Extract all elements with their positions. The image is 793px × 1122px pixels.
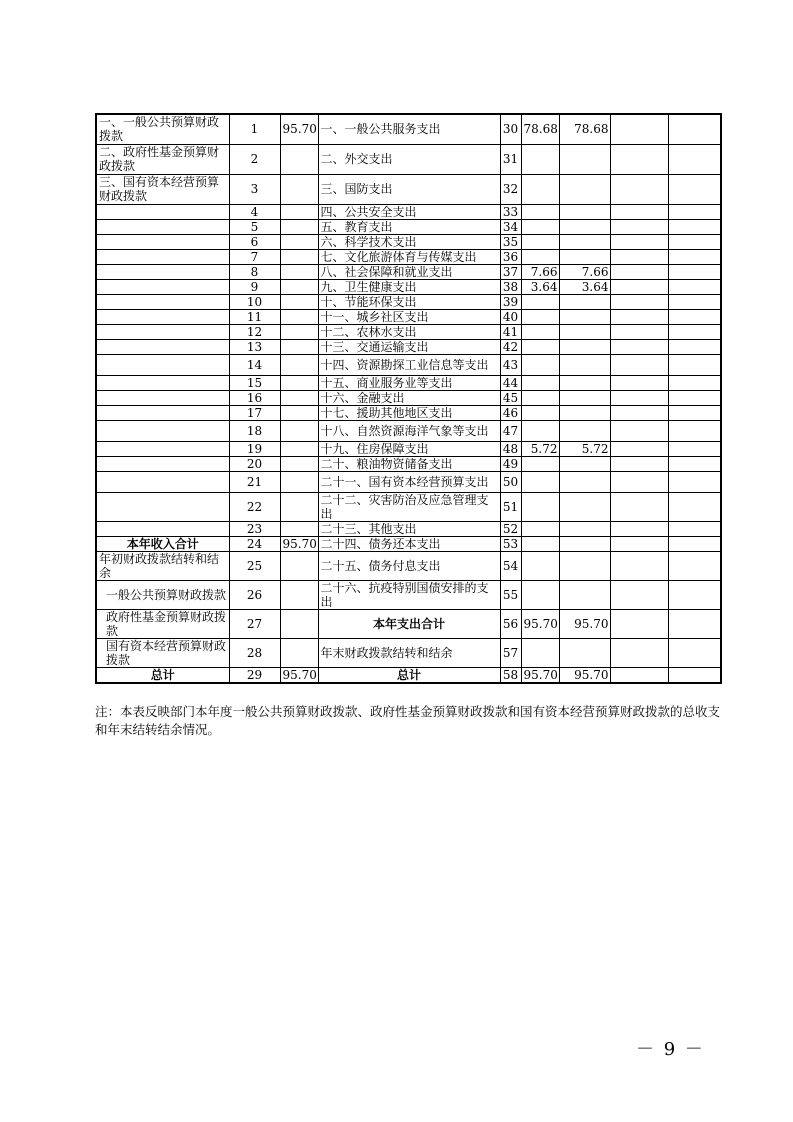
expense-general-cell <box>559 638 610 667</box>
income-amount-cell <box>280 249 318 264</box>
expense-general-cell <box>559 405 610 420</box>
income-amount-cell <box>280 324 318 339</box>
income-item-cell <box>96 294 229 309</box>
income-line-cell: 22 <box>229 492 280 521</box>
expense-fund-cell <box>610 536 668 551</box>
expense-item-cell: 二十六、抗疫特别国债安排的支出 <box>318 580 500 609</box>
expense-general-cell <box>559 521 610 536</box>
expense-line-cell: 39 <box>500 294 521 309</box>
income-amount-cell <box>280 492 318 521</box>
income-line-cell: 1 <box>229 114 280 144</box>
expense-total-cell <box>521 324 559 339</box>
table-row <box>96 536 721 551</box>
expense-fund-cell <box>610 580 668 609</box>
income-amount-cell <box>280 420 318 441</box>
expense-fund-cell <box>610 324 668 339</box>
expense-item-cell: 二十一、国有资本经营预算支出 <box>318 471 500 492</box>
expense-state-capital-cell <box>668 405 721 420</box>
table-row <box>96 492 721 521</box>
table-row <box>96 114 721 144</box>
expense-line-cell: 33 <box>500 204 521 219</box>
budget-table <box>95 113 722 684</box>
income-amount-cell <box>280 144 318 174</box>
expense-general-cell <box>559 420 610 441</box>
income-line-cell: 6 <box>229 234 280 249</box>
expense-line-cell: 50 <box>500 471 521 492</box>
income-line-cell: 15 <box>229 375 280 390</box>
expense-general-cell <box>559 492 610 521</box>
expense-total-cell <box>521 339 559 354</box>
expense-fund-cell <box>610 339 668 354</box>
expense-fund-cell <box>610 204 668 219</box>
income-amount-cell <box>280 441 318 456</box>
income-item-cell <box>96 354 229 375</box>
expense-item-cell: 十九、住房保障支出 <box>318 441 500 456</box>
expense-fund-cell <box>610 492 668 521</box>
expense-fund-cell <box>610 609 668 638</box>
expense-state-capital-cell <box>668 536 721 551</box>
income-line-cell: 2 <box>229 144 280 174</box>
expense-general-cell <box>559 249 610 264</box>
expense-total-cell <box>521 471 559 492</box>
table-row <box>96 456 721 471</box>
table-row <box>96 441 721 456</box>
expense-general-cell: 7.66 <box>559 264 610 279</box>
expense-total-cell <box>521 456 559 471</box>
expense-total-cell <box>521 234 559 249</box>
income-item-cell <box>96 219 229 234</box>
expense-state-capital-cell <box>668 174 721 204</box>
income-line-cell: 28 <box>229 638 280 667</box>
expense-state-capital-cell <box>668 420 721 441</box>
expense-line-cell: 42 <box>500 339 521 354</box>
page-number: － 9 － <box>636 1039 705 1060</box>
income-item-cell <box>96 279 229 294</box>
expense-state-capital-cell <box>668 580 721 609</box>
income-amount-cell <box>280 390 318 405</box>
expense-general-cell: 5.72 <box>559 441 610 456</box>
expense-line-cell: 46 <box>500 405 521 420</box>
expense-general-cell: 78.68 <box>559 114 610 144</box>
income-item-cell: 政府性基金预算财政拨款 <box>96 609 229 638</box>
expense-line-cell: 51 <box>500 492 521 521</box>
income-amount-cell <box>280 456 318 471</box>
expense-fund-cell <box>610 390 668 405</box>
table-row <box>96 667 721 683</box>
table-row <box>96 609 721 638</box>
expense-state-capital-cell <box>668 492 721 521</box>
expense-fund-cell <box>610 114 668 144</box>
table-row <box>96 294 721 309</box>
income-amount-cell <box>280 609 318 638</box>
expense-state-capital-cell <box>668 375 721 390</box>
expense-total-cell <box>521 580 559 609</box>
income-item-cell <box>96 249 229 264</box>
income-amount-cell <box>280 204 318 219</box>
expense-line-cell: 30 <box>500 114 521 144</box>
expense-item-cell: 十四、资源勘探工业信息等支出 <box>318 354 500 375</box>
income-line-cell: 14 <box>229 354 280 375</box>
expense-line-cell: 48 <box>500 441 521 456</box>
expense-fund-cell <box>610 264 668 279</box>
income-item-cell <box>96 441 229 456</box>
expense-state-capital-cell <box>668 441 721 456</box>
expense-fund-cell <box>610 638 668 667</box>
expense-total-cell <box>521 294 559 309</box>
expense-general-cell <box>559 234 610 249</box>
expense-fund-cell <box>610 375 668 390</box>
expense-item-cell: 二十、粮油物资储备支出 <box>318 456 500 471</box>
income-amount-cell: 95.70 <box>280 536 318 551</box>
expense-total-cell <box>521 204 559 219</box>
income-item-cell <box>96 324 229 339</box>
expense-state-capital-cell <box>668 324 721 339</box>
income-amount-cell <box>280 354 318 375</box>
income-line-cell: 19 <box>229 441 280 456</box>
table-row <box>96 638 721 667</box>
table-row <box>96 580 721 609</box>
expense-fund-cell <box>610 249 668 264</box>
expense-total-cell <box>521 405 559 420</box>
expense-general-cell <box>559 144 610 174</box>
income-line-cell: 10 <box>229 294 280 309</box>
expense-item-cell: 六、科学技术支出 <box>318 234 500 249</box>
expense-general-cell <box>559 204 610 219</box>
income-line-cell: 20 <box>229 456 280 471</box>
income-amount-cell <box>280 309 318 324</box>
income-item-cell: 总计 <box>96 667 229 683</box>
expense-fund-cell <box>610 521 668 536</box>
expense-state-capital-cell <box>668 638 721 667</box>
income-line-cell: 17 <box>229 405 280 420</box>
expense-item-cell: 九、卫生健康支出 <box>318 279 500 294</box>
income-item-cell <box>96 375 229 390</box>
expense-fund-cell <box>610 234 668 249</box>
income-line-cell: 4 <box>229 204 280 219</box>
expense-item-cell: 总计 <box>318 667 500 683</box>
expense-total-cell <box>521 174 559 204</box>
income-item-cell <box>96 390 229 405</box>
table-row <box>96 279 721 294</box>
expense-total-cell: 78.68 <box>521 114 559 144</box>
expense-total-cell <box>521 536 559 551</box>
expense-total-cell <box>521 249 559 264</box>
expense-line-cell: 54 <box>500 551 521 580</box>
expense-fund-cell <box>610 420 668 441</box>
expense-state-capital-cell <box>668 309 721 324</box>
expense-fund-cell <box>610 405 668 420</box>
expense-general-cell <box>559 536 610 551</box>
expense-item-cell: 二十四、债务还本支出 <box>318 536 500 551</box>
expense-state-capital-cell <box>668 471 721 492</box>
table-row <box>96 390 721 405</box>
expense-item-cell: 八、社会保障和就业支出 <box>318 264 500 279</box>
expense-item-cell: 五、教育支出 <box>318 219 500 234</box>
expense-general-cell <box>559 324 610 339</box>
table-row <box>96 521 721 536</box>
table-row <box>96 144 721 174</box>
income-item-cell <box>96 492 229 521</box>
expense-total-cell <box>521 309 559 324</box>
expense-general-cell <box>559 471 610 492</box>
expense-fund-cell <box>610 456 668 471</box>
expense-item-cell: 十八、自然资源海洋气象等支出 <box>318 420 500 441</box>
income-line-cell: 24 <box>229 536 280 551</box>
expense-line-cell: 56 <box>500 609 521 638</box>
expense-item-cell: 二、外交支出 <box>318 144 500 174</box>
expense-total-cell <box>521 390 559 405</box>
income-amount-cell <box>280 339 318 354</box>
income-item-cell <box>96 204 229 219</box>
income-item-cell: 三、国有资本经营预算财政拨款 <box>96 174 229 204</box>
income-amount-cell <box>280 580 318 609</box>
expense-item-cell: 一、一般公共服务支出 <box>318 114 500 144</box>
expense-line-cell: 37 <box>500 264 521 279</box>
table-row <box>96 264 721 279</box>
expense-total-cell <box>521 420 559 441</box>
expense-fund-cell <box>610 551 668 580</box>
income-item-cell: 本年收入合计 <box>96 536 229 551</box>
table-row <box>96 324 721 339</box>
expense-item-cell: 四、公共安全支出 <box>318 204 500 219</box>
table-row <box>96 309 721 324</box>
expense-general-cell <box>559 294 610 309</box>
expense-total-cell: 5.72 <box>521 441 559 456</box>
expense-line-cell: 47 <box>500 420 521 441</box>
expense-item-cell: 十三、交通运输支出 <box>318 339 500 354</box>
expense-state-capital-cell <box>668 279 721 294</box>
expense-line-cell: 45 <box>500 390 521 405</box>
expense-item-cell: 十二、农林水支出 <box>318 324 500 339</box>
expense-state-capital-cell <box>668 219 721 234</box>
expense-total-cell <box>521 551 559 580</box>
expense-total-cell: 7.66 <box>521 264 559 279</box>
expense-total-cell <box>521 354 559 375</box>
expense-state-capital-cell <box>668 234 721 249</box>
expense-fund-cell <box>610 144 668 174</box>
expense-item-cell: 七、文化旅游体育与传媒支出 <box>318 249 500 264</box>
table-row <box>96 204 721 219</box>
income-amount-cell <box>280 234 318 249</box>
expense-state-capital-cell <box>668 667 721 683</box>
expense-total-cell <box>521 638 559 667</box>
expense-total-cell <box>521 492 559 521</box>
income-line-cell: 16 <box>229 390 280 405</box>
expense-fund-cell <box>610 441 668 456</box>
expense-fund-cell <box>610 354 668 375</box>
expense-line-cell: 58 <box>500 667 521 683</box>
expense-item-cell: 十六、金融支出 <box>318 390 500 405</box>
expense-state-capital-cell <box>668 249 721 264</box>
income-line-cell: 5 <box>229 219 280 234</box>
income-line-cell: 9 <box>229 279 280 294</box>
expense-fund-cell <box>610 309 668 324</box>
income-item-cell <box>96 264 229 279</box>
table-row <box>96 234 721 249</box>
expense-state-capital-cell <box>668 390 721 405</box>
expense-line-cell: 43 <box>500 354 521 375</box>
income-line-cell: 7 <box>229 249 280 264</box>
income-amount-cell <box>280 471 318 492</box>
expense-item-cell: 十、节能环保支出 <box>318 294 500 309</box>
income-line-cell: 8 <box>229 264 280 279</box>
expense-total-cell: 95.70 <box>521 609 559 638</box>
income-line-cell: 18 <box>229 420 280 441</box>
expense-general-cell <box>559 456 610 471</box>
expense-line-cell: 34 <box>500 219 521 234</box>
income-line-cell: 3 <box>229 174 280 204</box>
expense-general-cell <box>559 354 610 375</box>
income-line-cell: 25 <box>229 551 280 580</box>
income-item-cell <box>96 309 229 324</box>
expense-line-cell: 40 <box>500 309 521 324</box>
income-amount-cell: 95.70 <box>280 114 318 144</box>
table-note: 注：本表反映部门本年度一般公共预算财政拨款、政府性基金预算财政拨款和国有资本经营预算财政拨款的总收支和年末结转结余情况。 <box>95 704 721 737</box>
income-item-cell <box>96 420 229 441</box>
expense-item-cell: 十七、援助其他地区支出 <box>318 405 500 420</box>
table-row <box>96 375 721 390</box>
income-item-cell <box>96 521 229 536</box>
expense-state-capital-cell <box>668 551 721 580</box>
income-line-cell: 21 <box>229 471 280 492</box>
expense-line-cell: 44 <box>500 375 521 390</box>
expense-line-cell: 55 <box>500 580 521 609</box>
income-amount-cell <box>280 638 318 667</box>
expense-item-cell: 十五、商业服务业等支出 <box>318 375 500 390</box>
expense-line-cell: 53 <box>500 536 521 551</box>
expense-total-cell: 3.64 <box>521 279 559 294</box>
income-amount-cell: 95.70 <box>280 667 318 683</box>
income-item-cell: 二、政府性基金预算财政拨款 <box>96 144 229 174</box>
expense-state-capital-cell <box>668 456 721 471</box>
expense-state-capital-cell <box>668 144 721 174</box>
expense-item-cell: 二十五、债务付息支出 <box>318 551 500 580</box>
income-line-cell: 12 <box>229 324 280 339</box>
income-item-cell <box>96 456 229 471</box>
expense-line-cell: 36 <box>500 249 521 264</box>
income-line-cell: 13 <box>229 339 280 354</box>
expense-state-capital-cell <box>668 294 721 309</box>
income-line-cell: 23 <box>229 521 280 536</box>
expense-total-cell: 95.70 <box>521 667 559 683</box>
table-row <box>96 420 721 441</box>
expense-total-cell <box>521 144 559 174</box>
expense-line-cell: 31 <box>500 144 521 174</box>
expense-total-cell <box>521 375 559 390</box>
income-item-cell: 一、一般公共预算财政拨款 <box>96 114 229 144</box>
expense-fund-cell <box>610 471 668 492</box>
expense-item-cell: 十一、城乡社区支出 <box>318 309 500 324</box>
expense-item-cell: 本年支出合计 <box>318 609 500 638</box>
expense-item-cell: 二十三、其他支出 <box>318 521 500 536</box>
income-amount-cell <box>280 375 318 390</box>
income-item-cell <box>96 234 229 249</box>
expense-general-cell <box>559 551 610 580</box>
income-item-cell: 年初财政拨款结转和结余 <box>96 551 229 580</box>
expense-state-capital-cell <box>668 354 721 375</box>
expense-general-cell: 3.64 <box>559 279 610 294</box>
expense-fund-cell <box>610 279 668 294</box>
expense-state-capital-cell <box>668 204 721 219</box>
income-amount-cell <box>280 174 318 204</box>
expense-line-cell: 49 <box>500 456 521 471</box>
expense-line-cell: 32 <box>500 174 521 204</box>
table-row <box>96 551 721 580</box>
expense-fund-cell <box>610 294 668 309</box>
expense-line-cell: 57 <box>500 638 521 667</box>
expense-general-cell <box>559 309 610 324</box>
income-amount-cell <box>280 405 318 420</box>
expense-total-cell <box>521 521 559 536</box>
income-line-cell: 29 <box>229 667 280 683</box>
expense-state-capital-cell <box>668 339 721 354</box>
income-amount-cell <box>280 294 318 309</box>
income-amount-cell <box>280 219 318 234</box>
expense-general-cell <box>559 390 610 405</box>
income-amount-cell <box>280 279 318 294</box>
income-line-cell: 27 <box>229 609 280 638</box>
expense-general-cell <box>559 219 610 234</box>
expense-general-cell <box>559 580 610 609</box>
expense-item-cell: 三、国防支出 <box>318 174 500 204</box>
expense-general-cell: 95.70 <box>559 667 610 683</box>
expense-fund-cell <box>610 667 668 683</box>
income-item-cell <box>96 471 229 492</box>
table-row <box>96 174 721 204</box>
income-item-cell: 一般公共预算财政拨款 <box>96 580 229 609</box>
income-item-cell: 国有资本经营预算财政拨款 <box>96 638 229 667</box>
table-row <box>96 219 721 234</box>
expense-general-cell <box>559 375 610 390</box>
table-row <box>96 339 721 354</box>
expense-line-cell: 52 <box>500 521 521 536</box>
expense-fund-cell <box>610 174 668 204</box>
income-line-cell: 11 <box>229 309 280 324</box>
income-item-cell <box>96 405 229 420</box>
expense-state-capital-cell <box>668 264 721 279</box>
income-item-cell <box>96 339 229 354</box>
expense-line-cell: 38 <box>500 279 521 294</box>
expense-general-cell <box>559 174 610 204</box>
expense-item-cell: 年末财政拨款结转和结余 <box>318 638 500 667</box>
expense-general-cell: 95.70 <box>559 609 610 638</box>
table-row <box>96 354 721 375</box>
income-amount-cell <box>280 551 318 580</box>
expense-line-cell: 41 <box>500 324 521 339</box>
income-line-cell: 26 <box>229 580 280 609</box>
expense-state-capital-cell <box>668 609 721 638</box>
table-row <box>96 471 721 492</box>
table-row <box>96 405 721 420</box>
expense-line-cell: 35 <box>500 234 521 249</box>
income-amount-cell <box>280 264 318 279</box>
expense-general-cell <box>559 339 610 354</box>
expense-state-capital-cell <box>668 521 721 536</box>
expense-fund-cell <box>610 219 668 234</box>
table-row <box>96 249 721 264</box>
expense-total-cell <box>521 219 559 234</box>
expense-item-cell: 二十二、灾害防治及应急管理支出 <box>318 492 500 521</box>
expense-state-capital-cell <box>668 114 721 144</box>
income-amount-cell <box>280 521 318 536</box>
